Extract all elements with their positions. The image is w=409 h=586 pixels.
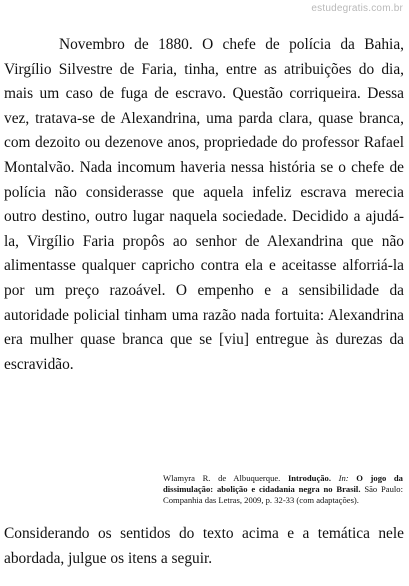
citation-publisher: São Paulo: Companhia das Letras, 2009, p. 32-33 (com adaptações). (163, 483, 403, 505)
citation-author: Wlamyra R. de Albuquerque. (163, 473, 281, 483)
citation-in-label: In: (338, 473, 349, 483)
source-citation (163, 473, 403, 505)
citation-book-title: O jogo da dissimulação: abolição e cidadania negra no Brasil. (163, 473, 403, 494)
site-watermark: estudegratis.com.br (311, 3, 403, 14)
passage-text: Novembro de 1880. O chefe de polícia da Bahia, Virgílio Silvestre de Faria, tinha, entre as atribuições do dia, mais um caso de fuga de escravo. Questão corriqueira. Dessa vez, tratava-se de Alexandrina, uma parda clara, quase branca, com dezoito ou dezenove anos, propriedade do professor Rafael Montalvão. Nada incomum haveria nessa história se o chefe de polícia não considerasse que aquela infeliz escrava merecia outro destino, outro lugar naquela sociedade. Decidido a ajudá-la, Virgílio Faria propôs ao senhor de Alexandrina que não alimentasse qualquer capricho contra ela e aceitasse alforriá-la por um preço razoável. O empenho e a sensibilidade da autoridade policial tinham uma razão nada fortuita: Alexandrina era mulher quase branca que se [viu] entregue às durezas da escravidão. (4, 36, 404, 373)
question-prompt: Considerando os sentidos do texto acima e a temática nele abordada, julgue os itens a seguir. (4, 525, 404, 567)
citation-chapter: Introdução. (287, 473, 331, 483)
